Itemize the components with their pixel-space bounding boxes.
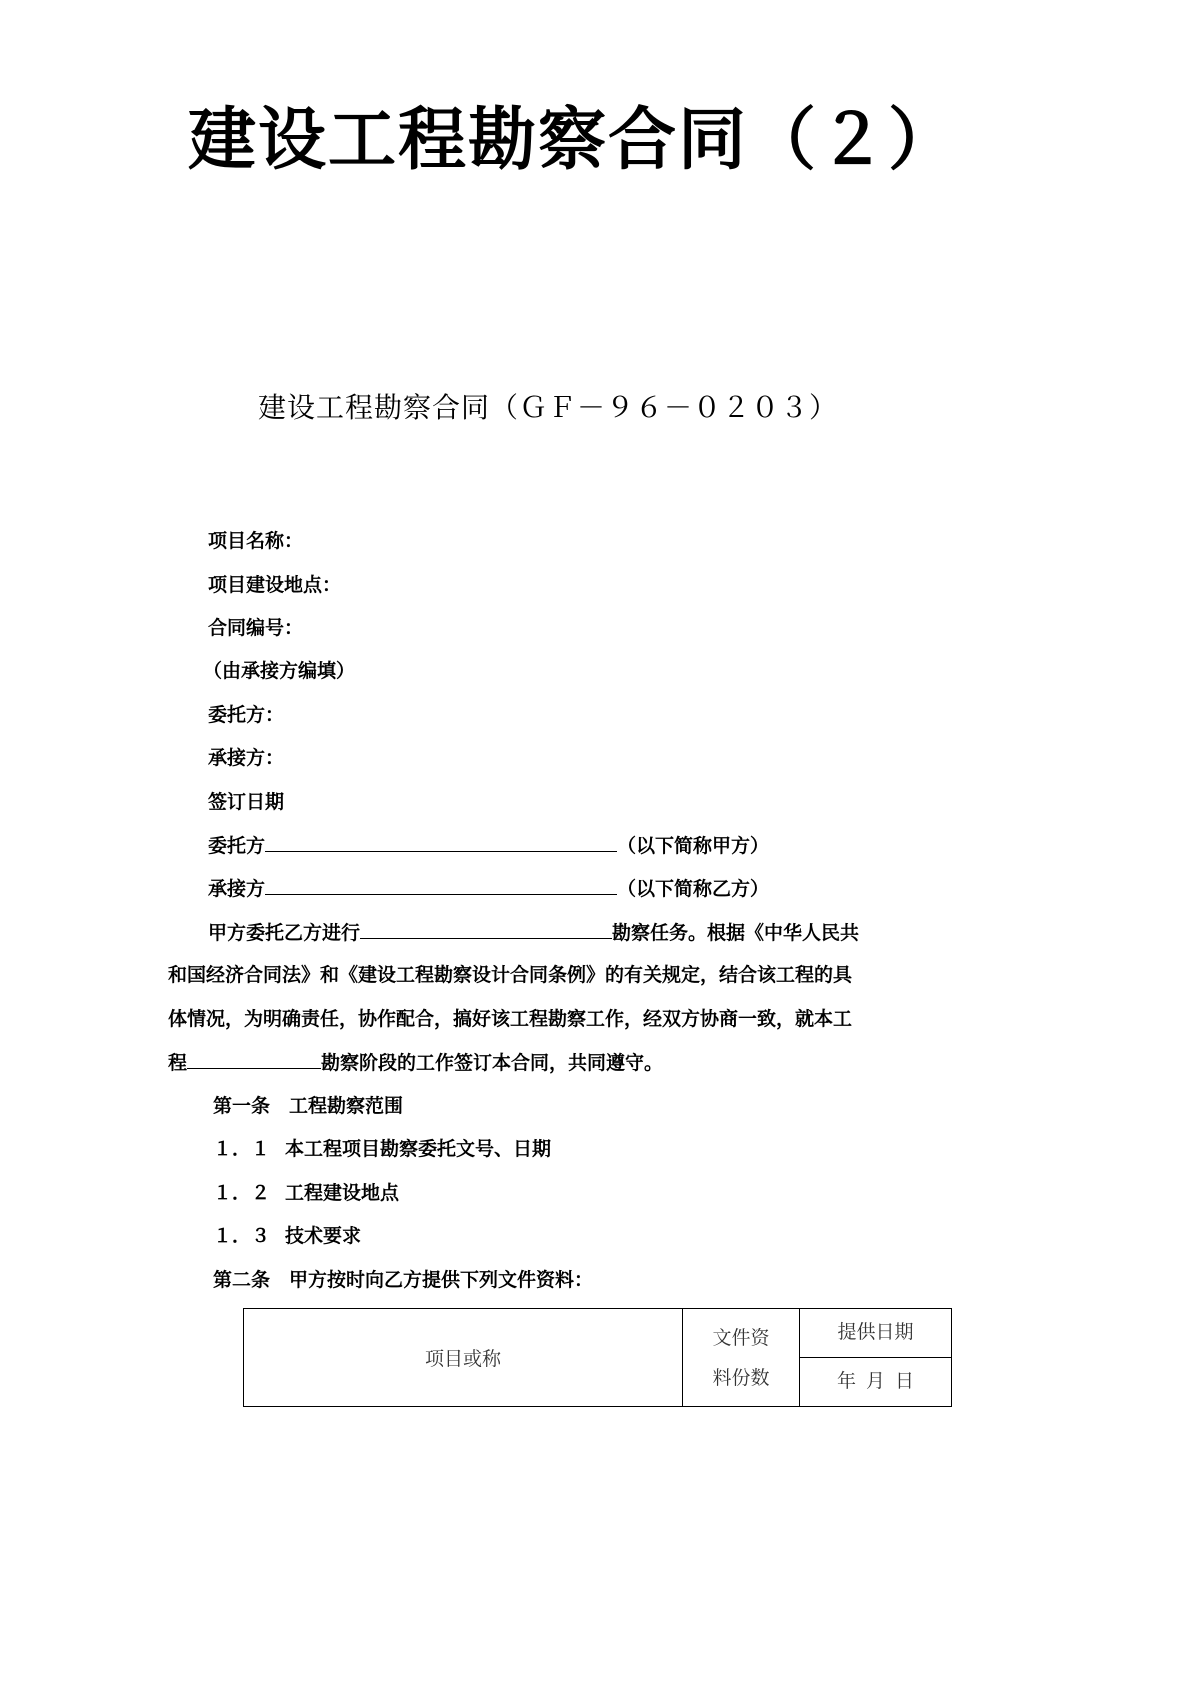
article-1-item-1 bbox=[213, 1135, 551, 1163]
field-contract-number-note: （由承接方编填） bbox=[203, 660, 356, 682]
item-text: 工程建设地点 bbox=[285, 1182, 400, 1204]
item-text: 本工程项目勘察委托文号、日期 bbox=[285, 1138, 552, 1160]
party-contractor-suffix: （以下简称乙方） bbox=[617, 878, 770, 900]
item-number: １．２ bbox=[213, 1182, 271, 1204]
field-client: 委托方： bbox=[208, 704, 285, 726]
party-client-blank[interactable] bbox=[265, 831, 617, 852]
table-header-date: 提供日期 bbox=[800, 1309, 952, 1358]
sub-title: 建设工程勘察合同（ＧＦ－９６－０２０３） bbox=[258, 391, 839, 424]
preamble-text: 勘察阶段的工作签订本合同，共同遵守。 bbox=[321, 1052, 664, 1074]
copies-line-2: 料份数 bbox=[712, 1366, 770, 1389]
party-contractor-blank[interactable] bbox=[265, 874, 617, 895]
party-client-label: 委托方 bbox=[208, 835, 266, 857]
documents-table bbox=[243, 1308, 952, 1407]
party-contractor-line bbox=[208, 874, 769, 903]
item-text: 技术要求 bbox=[285, 1225, 362, 1247]
table-header-copies bbox=[683, 1309, 800, 1407]
field-project-location: 项目建设地点： bbox=[208, 574, 342, 596]
item-number: １．１ bbox=[213, 1138, 271, 1160]
article-1-heading: 第一条 工程勘察范围 bbox=[213, 1095, 404, 1117]
party-client-line bbox=[208, 831, 769, 860]
field-signing-date: 签订日期 bbox=[208, 791, 285, 813]
survey-task-blank[interactable] bbox=[360, 918, 612, 939]
preamble-line-1 bbox=[208, 918, 859, 947]
field-contractor: 承接方： bbox=[208, 747, 285, 769]
field-project-name: 项目名称： bbox=[208, 530, 304, 552]
preamble-text: 程 bbox=[168, 1052, 188, 1074]
copies-line-1: 文件资 bbox=[712, 1326, 770, 1349]
main-title: 建设工程勘察合同（２） bbox=[188, 100, 959, 180]
preamble-line-4 bbox=[168, 1048, 663, 1077]
table-header-item-name: 项目或称 bbox=[244, 1309, 683, 1407]
survey-stage-blank[interactable] bbox=[187, 1048, 321, 1069]
party-client-suffix: （以下简称甲方） bbox=[617, 835, 770, 857]
article-1-item-2 bbox=[213, 1179, 399, 1207]
preamble-text: 甲方委托乙方进行 bbox=[208, 922, 361, 944]
party-contractor-label: 承接方 bbox=[208, 878, 266, 900]
preamble-line-3: 体情况，为明确责任，协作配合，搞好该工程勘察工作，经双方协商一致，就本工 bbox=[168, 1008, 853, 1030]
preamble-text: 勘察任务。根据《中华人民共 bbox=[612, 922, 860, 944]
field-contract-number: 合同编号： bbox=[208, 617, 304, 639]
article-1-item-3 bbox=[213, 1222, 361, 1250]
table-header-date-format: 年 月 日 bbox=[800, 1358, 952, 1407]
article-2-heading: 第二条 甲方按时向乙方提供下列文件资料： bbox=[213, 1269, 594, 1291]
item-number: １．３ bbox=[213, 1225, 271, 1247]
preamble-line-2: 和国经济合同法》和《建设工程勘察设计合同条例》的有关规定，结合该工程的具 bbox=[168, 964, 853, 986]
